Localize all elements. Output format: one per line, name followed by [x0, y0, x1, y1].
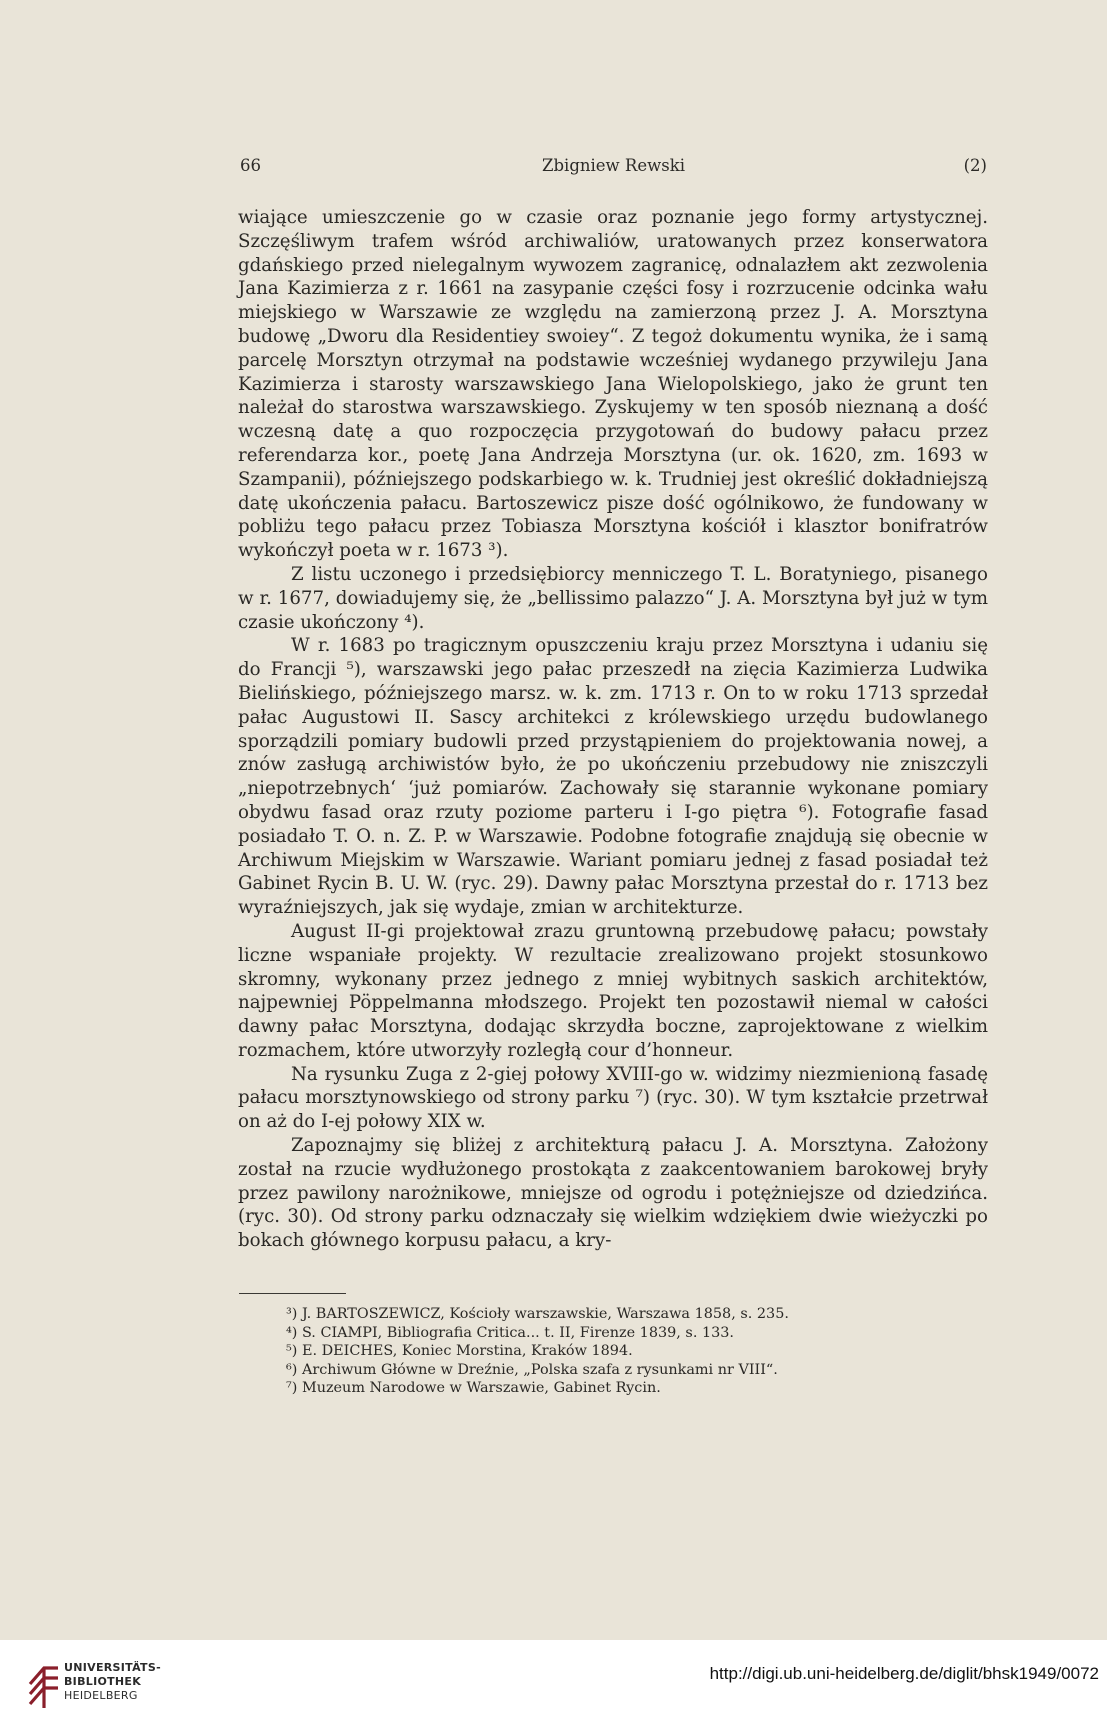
- running-header: [240, 156, 987, 182]
- author-name: Zbigniew Rewski: [542, 156, 685, 175]
- footnote-divider: [239, 1293, 346, 1294]
- body-text: [238, 206, 988, 1253]
- paragraph: August II-gi projektował zrazu gruntowną przebudowę pałacu; powstały liczne wspaniałe projekty. W rezultacie zrealizowano projekt stosunkowo skromny, wykonany przez jednego z mniej wybitnych saskich architektów, najpewniej Pöppelmanna młodszego. Projekt ten pozostawił niemal w całości dawny pałac Morsztyna, dodając skrzydła boczne, zaprojektowane z wielkim rozmachem, które utworzyły rozległą cour d’honneur.: [238, 920, 988, 1061]
- library-name: UNIVERSITÄTS- BIBLIOTHEK HEIDELBERG: [64, 1661, 161, 1702]
- library-logo-icon: [26, 1654, 62, 1710]
- footnote: ⁶) Archiwum Główne w Dreźnie, „Polska szafa z rysunkami nr VIII“.: [286, 1361, 778, 1378]
- paragraph: Na rysunku Zuga z 2-giej połowy XVIII-go w. widzimy niezmienioną fasadę pałacu morsztynowskiego od strony parku ⁷) (ryc. 30). W tym kształcie przetrwał on aż do I-ej połowy XIX w.: [238, 1063, 988, 1133]
- source-url-link[interactable]: http://digi.ub.uni-heidelberg.de/diglit/bhsk1949/0072: [709, 1664, 1099, 1683]
- section-number: (2): [963, 156, 987, 175]
- paragraph: Z listu uczonego i przedsiębiorcy menniczego T. L. Boratyniego, pisanego w r. 1677, dowiadujemy się, że „bellissimo palazzo“ J. A. Morsztyna był już w tym czasie ukończony ⁴).: [238, 563, 988, 633]
- footnote: ⁵) E. DEICHES, Koniec Morstina, Kraków 1894.: [286, 1343, 633, 1360]
- footnote: ³) J. BARTOSZEWICZ, Kościoły warszawskie, Warszawa 1858, s. 235.: [286, 1306, 789, 1322]
- footnote: ⁴) S. CIAMPI, Bibliografia Critica... t. II, Firenze 1839, s. 133.: [286, 1324, 735, 1341]
- paragraph: Zapoznajmy się bliżej z architekturą pałacu J. A. Morsztyna. Założony został na rzucie wydłużonego prostokąta z zaakcentowaniem barokowej bryły przez pawilony narożnikowe, mniejsze od ogrodu i potężniejsze od dziedzińca. (ryc. 30). Od strony parku odznaczały się wielkim wdziękiem dwie wieżyczki po bokach głównego korpusu pałacu, a kry-: [238, 1135, 988, 1252]
- viewer-footer: [0, 1640, 1107, 1722]
- page-number: 66: [240, 156, 261, 175]
- paragraph: wiające umieszczenie go w czasie oraz poznanie jego formy artystycznej. Szczęśliwym trafem wśród archiwaliów, uratowanych przez konserwatora gdańskiego przed nielegalnym wywozem zagranicę, odnalazłem akt zezwolenia Jana Kazimierza z r. 1661 na zasypanie części fosy i rozrzucenie odcinka wału miejskiego w Warszawie ze względu na zamierzoną przez J. A. Morsztyna budowę „Dworu dla Residentiey swoiey“. Z tegoż dokumentu wynika, że i samą parcelę Morsztyn otrzymał na podstawie wcześniej wydanego przywileju Jana Kazimierza i starosty warszawskiego Jana Wielopolskiego, jako że grunt ten należał do starostwa warszawskiego. Zyskujemy w ten sposób nieznaną a dość wczesną datę a quo rozpoczęcia przygotowań do budowy pałacu przez referendarza kor., poetę Jana Andrzeja Morsztyna (ur. ok. 1620, zm. 1693 w Szampanii), późniejszego podskarbiego w. k. Trudniej jest określić dokładniejszą datę ukończenia pałacu. Bartoszewicz pisze dość ogólnikowo, że fundowany w pobliżu tego pałacu przez Tobiasza Morsztyna kościół i klasztor bonifratrów wykończył poeta w r. 1673 ³).: [238, 207, 988, 562]
- paragraph: W r. 1683 po tragicznym opuszczeniu kraju przez Morsztyna i udaniu się do Francji ⁵), warszawski jego pałac przeszedł na zięcia Kazimierza Ludwika Bielińskiego, późniejszego marsz. w. k. zm. 1713 r. On to w roku 1713 sprzedał pałac Augustowi II. Sascy architekci z królewskiego urzędu budowlanego sporządzili pomiary budowli przed przystąpieniem do projektowania nowej, a znów zasługą archiwistów było, że po ukończeniu przebudowy nie zniszczyli „niepotrzebnych‘ ‘już pomiarów. Zachowały się starannie wykonane pomiary obydwu fasad oraz rzuty poziome parteru i I-go piętra ⁶). Fotografie fasad posiadało T. O. n. Z. P. w Warszawie. Podobne fotografie znajdują się obecnie w Archiwum Miejskim w Warszawie. Wariant pomiaru jednej z fasad posiadał też Gabinet Rycin B. U. W. (ryc. 29). Dawny pałac Morsztyna przestał do r. 1713 bez wyraźniejszych, jak się wydaje, zmian w architekturze.: [238, 635, 988, 919]
- footnotes: [286, 1305, 986, 1398]
- footnote: ⁷) Muzeum Narodowe w Warszawie, Gabinet Rycin.: [286, 1380, 661, 1397]
